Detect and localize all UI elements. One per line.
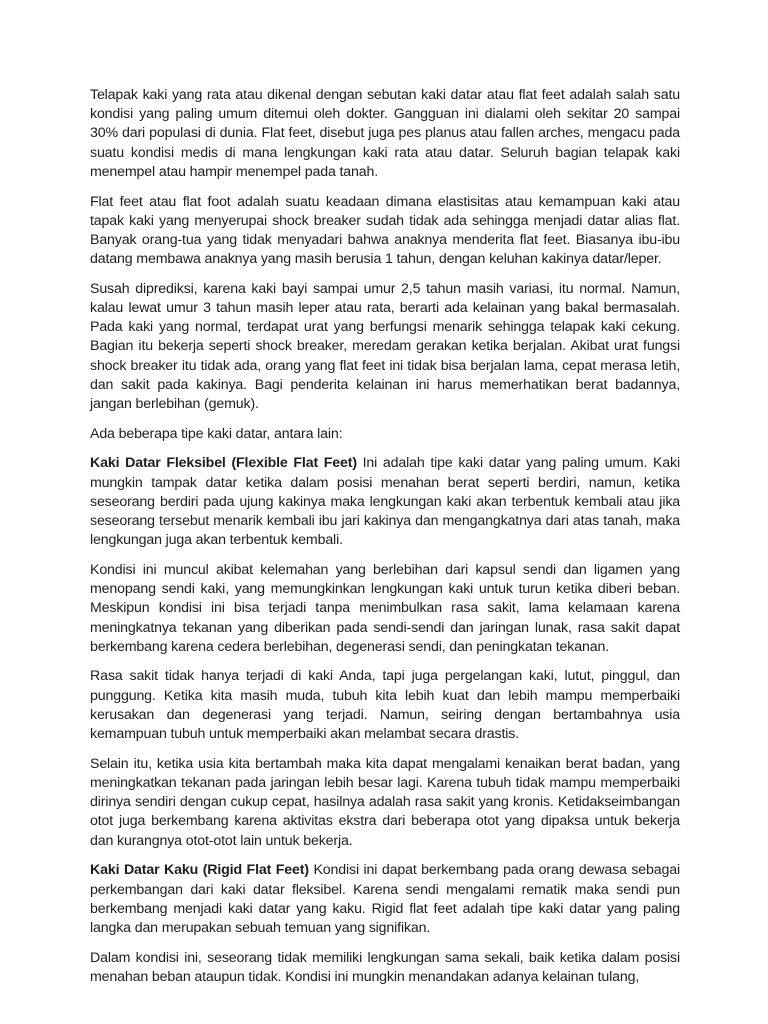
paragraph-text: Ada beberapa tipe kaki datar, antara lain: [90, 425, 343, 442]
paragraph-text: Rasa sakit tidak hanya terjadi di kaki Anda, tapi juga pergelangan kaki, lutut, pinggul, dan punggung. Ketika kita masih muda, tubuh kita lebih kuat dan lebih mampu memperbaiki kerusakan dan degenerasi yang terjadi. Namun, seiring dengan bertambahnya usia kemampuan tubuh untuk memperbaiki akan melambat secara drastis. [90, 668, 680, 743]
paragraph-ligament-weakness [90, 561, 680, 657]
paragraph-text: Selain itu, ketika usia kita bertambah maka kita dapat mengalami kenaikan berat badan, yang meningkatkan tekanan pada jaringan lebih besar lagi. Karena tubuh tidak mampu memperbaiki dirinya sendiri dengan cukup cepat, hasilnya adalah rasa sakit yang kronis. Ketidakseimbangan otot juga berkembang karena aktivitas ekstra dari beberapa otot yang dipaksa untuk bekerja dan kurangnya otot-otot lain untuk bekerja. [90, 755, 680, 849]
paragraph-text: Telapak kaki yang rata atau dikenal dengan sebutan kaki datar atau flat feet adalah salah satu kondisi yang paling umum ditemui oleh dokter. Gangguan ini dialami oleh sekitar 20 sampai 30% dari populasi di dunia. Flat feet, disebut juga pes planus atau fallen arches, mengacu pada suatu kondisi medis di mana lengkungan kaki rata atau datar. Seluruh bagian telapak kaki menempel atau hampir menempel pada tanah. [90, 87, 680, 180]
paragraph-diagnosis [90, 280, 680, 414]
paragraph-text: Susah diprediksi, karena kaki bayi sampai umur 2,5 tahun masih variasi, itu normal. Namun, kalau lewat umur 3 tahun masih leper atau rata, berarti ada kelainan yang bakal bermasalah. Pada kaki yang normal, terdapat urat yang berfungsi menarik sehingga telapak kaki cekung. Bagian itu bekerja seperti shock breaker, meredam gerakan ketika berjalan. Akibat urat fungsi shock breaker itu tidak ada, orang yang flat feet ini tidak bisa berjalan lama, cepat merasa letih, dan sakit pada kakinya. Bagi penderita kelainan ini harus memerhatikan berat badannya, jangan berlebihan (gemuk). [90, 280, 680, 413]
paragraph-weight-gain [90, 755, 680, 851]
paragraph-rigid-flat-feet [90, 861, 680, 938]
paragraph-pain [90, 667, 680, 744]
term-heading: Kaki Datar Fleksibel (Flexible Flat Feet) [90, 455, 357, 472]
paragraph-text: Flat feet atau flat foot adalah suatu keadaan dimana elastisitas atau kemampuan kaki atau tapak kaki yang menyerupai shock breaker sudah tidak ada sehingga menjadi datar alias flat. Banyak orang-tua yang tidak menyadari bahwa anaknya menderita flat feet. Biasanya ibu-ibu datang membawa anaknya yang masih berusia 1 tahun, dengan keluhan kakinya datar/leper. [90, 193, 680, 268]
paragraph-text: Dalam kondisi ini, seseorang tidak memiliki lengkungan sama sekali, baik ketika dalam posisi menahan beban ataupun tidak. Kondisi ini mungkin menandakan adanya kelainan tulang, [90, 949, 680, 985]
paragraph-text: Ini adalah tipe kaki datar yang paling umum. Kaki mungkin tampak datar ketika dalam posisi menahan berat seperti berdiri, namun, ketika seseorang berdiri pada ujung kakinya maka lengkungan kaki akan terbentuk kembali atau jika seseorang tersebut menarik kembali ibu jari kakinya dan mengangkatnya dari atas tanah, maka lengkungan juga akan terbentuk kembali. [90, 455, 680, 549]
paragraph-definition [90, 193, 680, 270]
paragraph-text: Kondisi ini dapat berkembang pada orang dewasa sebagai perkembangan dari kaki datar fleksibel. Karena sendi mengalami rematik maka sendi pun berkembang menjadi kaki datar yang kaku. Rigid flat feet adalah tipe kaki datar yang paling langka dan merupakan sebuah temuan yang signifikan. [90, 862, 680, 936]
paragraph-flexible-flat-feet [90, 454, 680, 550]
paragraph-text: Kondisi ini muncul akibat kelemahan yang berlebihan dari kapsul sendi dan ligamen yang menopang sendi kaki, yang memungkinkan lengkungan kaki untuk turun ketika diberi beban. Meskipun kondisi ini bisa terjadi tanpa menimbulkan rasa sakit, lama kelamaan karena meningkatnya tekanan yang diberikan pada sendi-sendi dan jaringan lunak, rasa sakit dapat berkembang karena cedera berlebihan, degenerasi sendi, dan peningkatan tekanan. [90, 561, 680, 655]
paragraph-types-intro [90, 425, 680, 444]
paragraph-intro [90, 86, 680, 182]
term-heading: Kaki Datar Kaku (Rigid Flat Feet) [90, 862, 309, 879]
paragraph-rigid-condition [90, 949, 680, 987]
